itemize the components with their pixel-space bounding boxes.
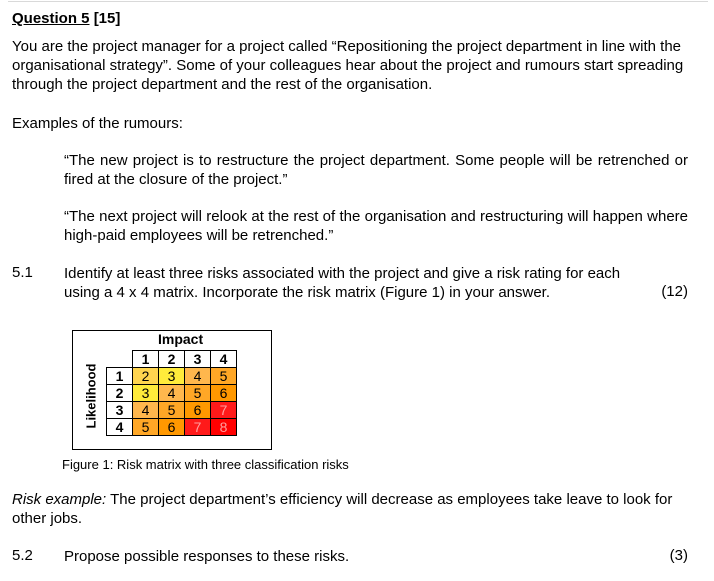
matrix-cell: 5 — [211, 368, 237, 385]
matrix-cell: 6 — [185, 402, 211, 419]
matrix-likelihood-label-box — [78, 342, 104, 450]
rumour-quote-2: “The next project will relook at the rest of the organisation and restructuring will happen where high-paid employees will be retrenched.” — [64, 208, 688, 244]
matrix-corner — [107, 351, 133, 368]
matrix-cell: 5 — [159, 402, 185, 419]
matrix-row-header: 1 — [107, 368, 133, 385]
question-marks: [15] — [93, 10, 121, 27]
matrix-cell: 6 — [159, 419, 185, 436]
matrix-cell: 5 — [185, 385, 211, 402]
matrix-col-header: 4 — [211, 351, 237, 368]
matrix-cell: 7 — [211, 402, 237, 419]
matrix-col-header: 3 — [185, 351, 211, 368]
matrix-likelihood-label: Likelihood — [83, 363, 99, 429]
matrix-cell: 4 — [185, 368, 211, 385]
matrix-cell: 3 — [159, 368, 185, 385]
matrix-col-header: 1 — [133, 351, 159, 368]
question-heading — [12, 10, 120, 27]
rumour-quote-1: “The new project is to restructure the project department. Some people will be retrenched or fired at the closure of the project.” — [64, 152, 688, 188]
examples-heading: Examples of the rumours: — [12, 115, 183, 132]
matrix-cell: 4 — [159, 385, 185, 402]
risk-matrix-grid — [106, 350, 237, 436]
matrix-row — [107, 402, 237, 419]
matrix-row — [107, 368, 237, 385]
matrix-cell: 8 — [211, 419, 237, 436]
question-number-5-1: 5.1 — [12, 264, 33, 281]
matrix-impact-title: Impact — [158, 331, 204, 347]
matrix-col-header: 2 — [159, 351, 185, 368]
risk-example-text: The project department’s efficiency will decrease as employees take leave to look for other jobs. — [12, 491, 673, 527]
matrix-cell: 2 — [133, 368, 159, 385]
matrix-row-header: 2 — [107, 385, 133, 402]
figure-caption: Figure 1: Risk matrix with three classification risks — [62, 457, 349, 472]
question-5-2-marks: (3) — [669, 547, 688, 564]
matrix-cell: 6 — [211, 385, 237, 402]
top-divider — [8, 1, 708, 2]
risk-example-label: Risk example: — [12, 491, 107, 508]
matrix-row — [107, 419, 237, 436]
matrix-row-header: 4 — [107, 419, 133, 436]
question-5-2-text: Propose possible responses to these risks. — [64, 548, 350, 565]
matrix-row-header: 3 — [107, 402, 133, 419]
question-5-1-text: Identify at least three risks associated with the project and give a risk rating for each using a 4 x 4 matrix. Incorporate the risk matrix (Figure 1) in your answer. — [64, 265, 621, 301]
risk-example — [12, 490, 692, 528]
matrix-row — [107, 385, 237, 402]
matrix-cell: 7 — [185, 419, 211, 436]
matrix-cell: 5 — [133, 419, 159, 436]
matrix-cell: 3 — [133, 385, 159, 402]
question-5-1-marks: (12) — [661, 283, 688, 300]
question-title: Question 5 — [12, 10, 90, 27]
intro-paragraph: You are the project manager for a project called “Repositioning the project department in line with the organisational strategy”. Some of your colleagues hear about the project and rumours start spreading through the project department and the rest of the organisation. — [12, 38, 684, 93]
matrix-header-row — [107, 351, 237, 368]
matrix-cell: 4 — [133, 402, 159, 419]
question-number-5-2: 5.2 — [12, 547, 33, 564]
